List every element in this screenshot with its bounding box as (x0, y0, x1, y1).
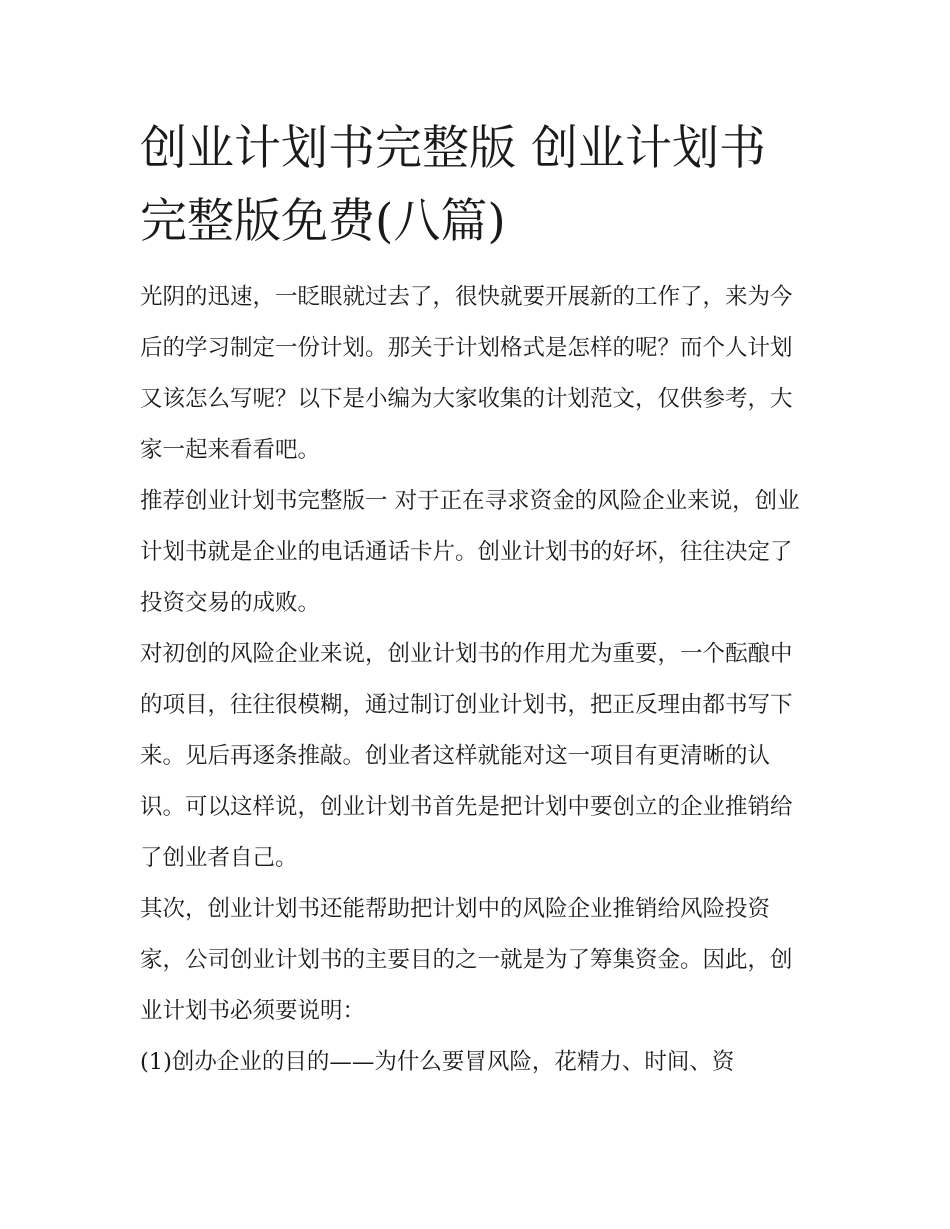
document-page (140, 112, 812, 1088)
paragraph-startup-role: 对初创的风险企业来说，创业计划书的作用尤为重要，一个酝酿中的项目，往往很模糊，通过制订创业计划书，把正反理由都书写下来。见后再逐条推敲。创业者这样就能对这一项目有更清晰的认识。可以这样说，创业计划书首先是把计划中要创立的企业推销给了创业者自己。 (140, 641, 793, 871)
paragraph-list-item-1: (1)创办企业的目的——为什么要冒风险，花精力、时间、资 (140, 1049, 735, 1075)
paragraph-intro: 光阴的迅速，一眨眼就过去了，很快就要开展新的工作了，来为今后的学习制定一份计划。那关于计划格式是怎样的呢？而个人计划又该怎么写呢？以下是小编为大家收集的计划范文，仅供参考，大家一起来看看吧。 (140, 284, 793, 463)
document-title: 创业计划书完整版 创业计划书完整版免费(八篇) (140, 121, 766, 249)
paragraph-recommend: 推荐创业计划书完整版一 对于正在寻求资金的风险企业来说，创业计划书就是企业的电话通话卡片。创业计划书的好坏，往往决定了投资交易的成败。 (140, 488, 800, 616)
paragraph-investor: 其次，创业计划书还能帮助把计划中的风险企业推销给风险投资家，公司创业计划书的主要目的之一就是为了筹集资金。因此，创业计划书必须要说明： (140, 896, 793, 1024)
